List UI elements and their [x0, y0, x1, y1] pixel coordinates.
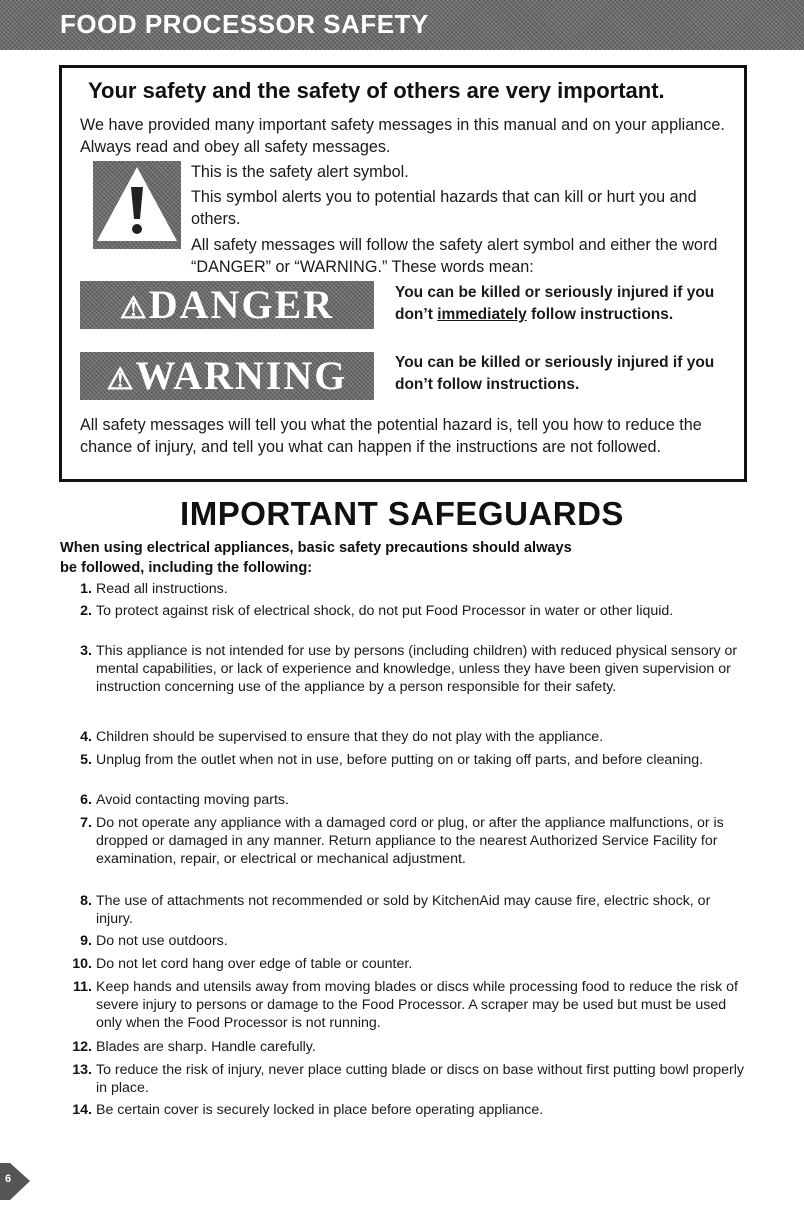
- warning-triangle-icon: ⚠: [119, 292, 149, 325]
- safeguard-number: 2.: [80, 603, 92, 619]
- danger-meaning-text-2: follow instructions.: [526, 306, 674, 323]
- safeguard-number: 3.: [80, 643, 92, 659]
- header-banner: [0, 0, 804, 50]
- page-number: 6: [5, 1173, 12, 1185]
- safeguard-text: To protect against risk of electrical shock, do not put Food Processor in water or other liquid.: [96, 603, 674, 619]
- safeguard-number: 6.: [80, 792, 92, 808]
- symbol-description-1: This is the safety alert symbol.: [191, 163, 409, 181]
- safety-intro: We have provided many important safety messages in this manual and on your appliance. Always read and obey all safety messages.: [80, 116, 725, 156]
- safety-closing: All safety messages will tell you what the potential hazard is, tell you how to reduce the chance of injury, and tell you what can happen if the instructions are not followed.: [80, 416, 702, 456]
- banner-title: FOOD PROCESSOR SAFETY: [60, 9, 429, 39]
- warning-signal-word: [80, 352, 374, 400]
- safeguard-number: 4.: [80, 729, 92, 745]
- safeguard-text: To reduce the risk of injury, never place cutting blade or discs on base without first putting bowl properly in place.: [96, 1062, 744, 1096]
- safety-heading: Your safety and the safety of others are very important.: [88, 78, 665, 103]
- safeguards-lead-line-1: When using electrical appliances, basic safety precautions should always: [60, 540, 572, 556]
- safeguard-text: Do not operate any appliance with a damaged cord or plug, or after the appliance malfunctions, or is dropped or damaged in any manner. Return appliance to the nearest Authorized Service Facility for examination, repair, or electrical or mechanical adjustment.: [96, 815, 724, 867]
- safeguard-text: Children should be supervised to ensure that they do not play with the appliance.: [96, 729, 604, 745]
- safeguard-number: 9.: [80, 933, 92, 949]
- safeguard-number: 11.: [73, 979, 92, 995]
- safety-alert-symbol-icon: [93, 161, 181, 249]
- symbol-description-2: This symbol alerts you to potential hazards that can kill or hurt you and others.: [191, 188, 697, 228]
- safeguard-text: Keep hands and utensils away from moving blades or discs while processing food to reduce the risk of severe injury to persons or damage to the Food Processor. A scraper may be used but must be used only when the Food Processor is not running.: [96, 979, 738, 1031]
- danger-word: DANGER: [148, 282, 335, 327]
- safeguard-text: The use of attachments not recommended or sold by KitchenAid may cause fire, electric shock, or injury.: [96, 893, 711, 927]
- safeguard-number: 8.: [80, 893, 92, 909]
- safeguard-text: Do not let cord hang over edge of table or counter.: [96, 956, 413, 972]
- danger-meaning: [395, 282, 725, 326]
- safety-message-box: [59, 65, 747, 482]
- safeguards-title: IMPORTANT SAFEGUARDS: [180, 495, 624, 532]
- safeguard-text: Do not use outdoors.: [96, 933, 228, 949]
- symbol-description-3: All safety messages will follow the safety alert symbol and either the word “DANGER” or “WARNING.” These words mean:: [191, 236, 718, 276]
- safeguard-text: Unplug from the outlet when not in use, before putting on or taking off parts, and before cleaning.: [96, 752, 704, 768]
- warning-triangle-icon: ⚠: [106, 363, 136, 396]
- safeguards-lead: [60, 538, 760, 578]
- safeguard-number: 13.: [72, 1062, 92, 1078]
- safeguards-lead-line-2: be followed, including the following:: [60, 560, 313, 576]
- warning-meaning: You can be killed or seriously injured if you don’t follow instructions.: [395, 354, 715, 393]
- safeguard-number: 1.: [80, 581, 92, 597]
- safeguard-text: Read all instructions.: [96, 581, 228, 597]
- safeguard-text: Avoid contacting moving parts.: [96, 792, 289, 808]
- danger-meaning-emphasis: immediately: [437, 306, 527, 323]
- danger-meaning-text-1: You can be killed or seriously injured if you don’t: [395, 284, 715, 323]
- safeguard-number: 14.: [72, 1102, 92, 1118]
- safeguard-number: 5.: [80, 752, 92, 768]
- safeguard-number: 12.: [72, 1039, 92, 1055]
- safeguard-text: Be certain cover is securely locked in place before operating appliance.: [96, 1102, 544, 1118]
- safeguard-text: This appliance is not intended for use by persons (including children) with reduced physical sensory or mental capabilities, or lack of experience and knowledge, unless they have been given supervision or instruction concerning use of the appliance by a person responsible for their safety.: [96, 643, 738, 695]
- safeguard-number: 7.: [80, 815, 92, 831]
- warning-word: WARNING: [135, 353, 348, 398]
- danger-signal-word: [80, 281, 374, 329]
- safeguard-text: Blades are sharp. Handle carefully.: [96, 1039, 316, 1055]
- safeguard-number: 10.: [72, 956, 92, 972]
